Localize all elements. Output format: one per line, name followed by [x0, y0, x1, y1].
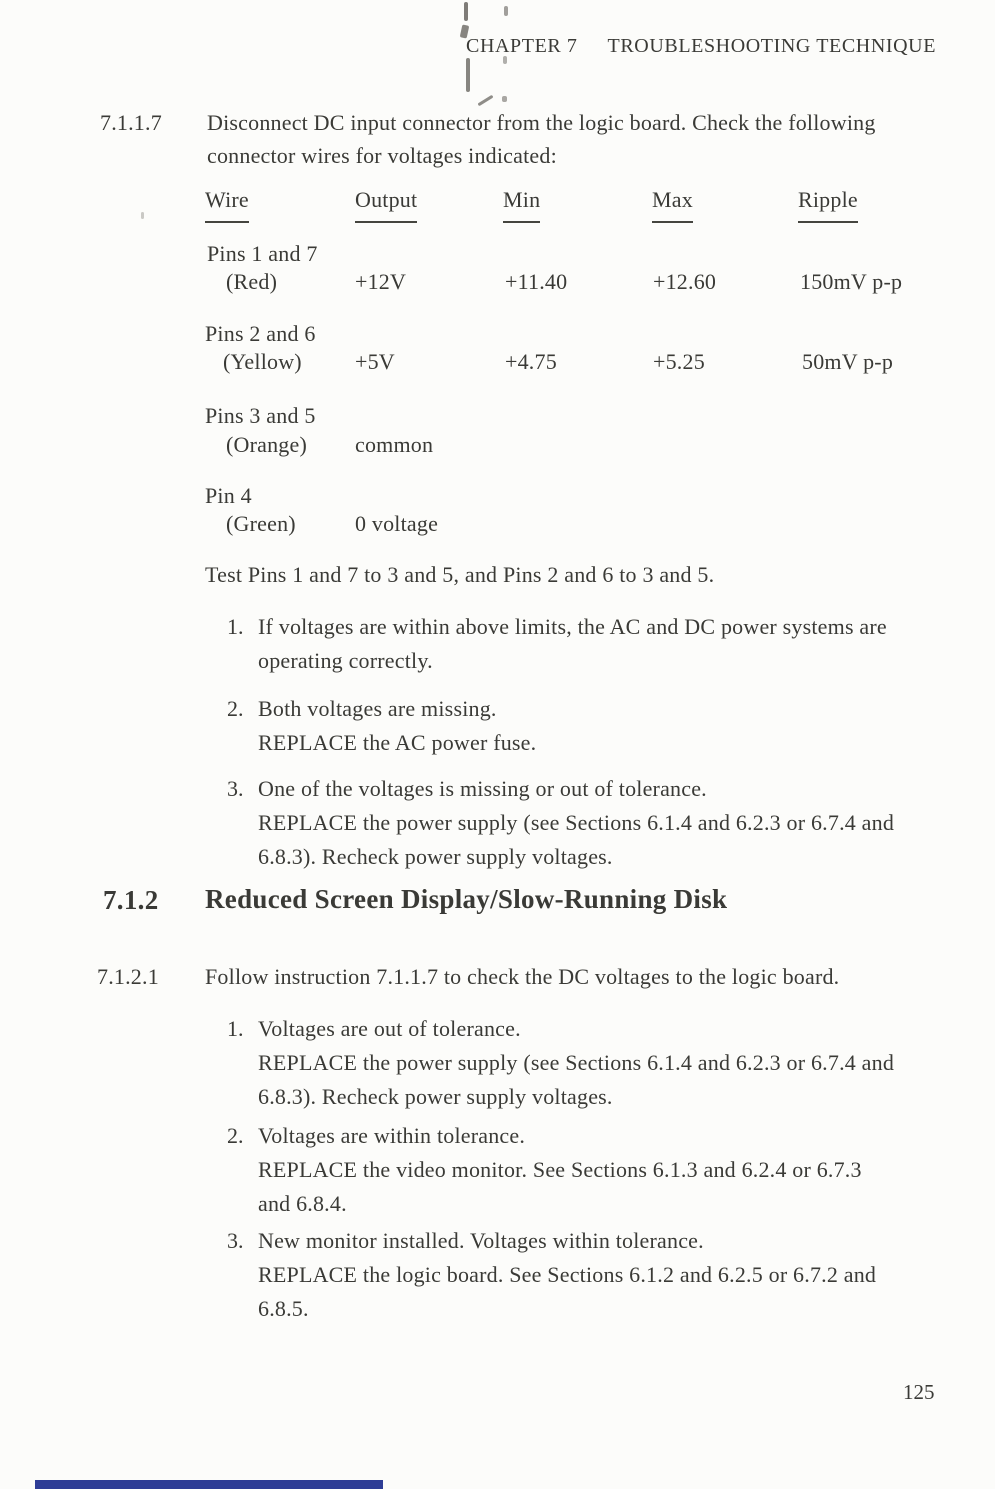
table-row-color: (Yellow): [223, 349, 302, 374]
ink-mark: [466, 58, 470, 92]
list-item: [258, 1224, 876, 1326]
list-item-number: 3.: [227, 1228, 244, 1253]
ink-mark: [464, 2, 468, 21]
chapter-title: TROUBLESHOOTING TECHNIQUE: [607, 35, 937, 57]
list-item-number: 1.: [227, 614, 244, 639]
list-item-line: REPLACE the power supply (see Sections 6.1.4 and 6.2.3 or 6.7.4 and: [258, 1050, 895, 1075]
table-row-min: +4.75: [505, 349, 557, 374]
table-row-max: +12.60: [653, 269, 717, 294]
ink-mark: [141, 212, 144, 219]
list-item-number: 2.: [227, 1123, 244, 1148]
list-item-line: operating correctly.: [258, 648, 433, 673]
section-number-712: 7.1.2: [103, 885, 159, 915]
list-item-line: REPLACE the AC power fuse.: [258, 730, 537, 755]
table-row-color: (Green): [226, 511, 296, 536]
ink-mark: [502, 96, 507, 102]
chapter-label: CHAPTER 7: [466, 35, 578, 57]
table-header-output: Output: [355, 183, 417, 223]
list-item-line: Voltages are out of tolerance.: [258, 1016, 521, 1041]
list-item: [258, 1119, 862, 1221]
list-item-line: 6.8.3). Recheck power supply voltages.: [258, 1084, 613, 1109]
list-item-line: 6.8.3). Recheck power supply voltages.: [258, 844, 613, 869]
table-row-ripple: 150mV p-p: [800, 269, 903, 294]
list-item: [258, 772, 894, 874]
running-header: [466, 35, 936, 58]
table-row-wire: Pins 2 and 6: [205, 321, 316, 346]
section-number-7117: 7.1.1.7: [100, 110, 162, 135]
section-title-712: Reduced Screen Display/Slow-Running Disk: [205, 884, 728, 914]
table-row-output: +5V: [355, 349, 395, 374]
ink-mark: [504, 6, 508, 16]
section-7117-line2: connector wires for voltages indicated:: [207, 143, 557, 168]
table-row-output: +12V: [355, 269, 407, 294]
table-row-wire: Pins 3 and 5: [205, 403, 316, 428]
list-item-number: 2.: [227, 696, 244, 721]
page-number: 125: [903, 1380, 935, 1404]
list-item: [258, 1012, 894, 1114]
table-row-min: +11.40: [505, 269, 568, 294]
list-item-line: Voltages are within tolerance.: [258, 1123, 526, 1148]
footer-color-bar: [35, 1480, 383, 1489]
test-note: Test Pins 1 and 7 to 3 and 5, and Pins 2 and 6 to 3 and 5.: [205, 562, 715, 587]
table-header-min: Min: [503, 183, 540, 223]
table-row-color: (Red): [226, 269, 278, 294]
list-item: [258, 692, 536, 760]
list-item-line: New monitor installed. Voltages within tolerance.: [258, 1228, 704, 1253]
list-item-line: REPLACE the power supply (see Sections 6.1.4 and 6.2.3 or 6.7.4 and: [258, 810, 895, 835]
ink-mark: [477, 95, 493, 107]
table-row-wire: Pin 4: [205, 483, 252, 508]
list-item: [258, 610, 887, 678]
table-header-max: Max: [652, 183, 693, 223]
list-item-number: 3.: [227, 776, 244, 801]
section-number-7121: 7.1.2.1: [97, 964, 159, 989]
list-item-line: REPLACE the video monitor. See Sections 6.1.3 and 6.2.4 or 6.7.3: [258, 1157, 862, 1182]
table-row-output: 0 voltage: [355, 511, 439, 536]
table-row-color: (Orange): [226, 432, 307, 457]
section-7121-text: Follow instruction 7.1.1.7 to check the DC voltages to the logic board.: [205, 964, 840, 989]
list-item-line: If voltages are within above limits, the AC and DC power systems are: [258, 614, 887, 639]
table-row-max: +5.25: [653, 349, 705, 374]
list-item-number: 1.: [227, 1016, 244, 1041]
section-7117-line1: Disconnect DC input connector from the logic board. Check the following: [207, 110, 876, 135]
list-item-line: 6.8.5.: [258, 1296, 309, 1321]
list-item-line: REPLACE the logic board. See Sections 6.1.2 and 6.2.5 or 6.7.2 and: [258, 1262, 877, 1287]
list-item-line: One of the voltages is missing or out of tolerance.: [258, 776, 707, 801]
table-header-wire: Wire: [205, 183, 249, 223]
table-row-output: common: [355, 432, 434, 457]
table-row-wire: Pins 1 and 7: [207, 241, 318, 266]
table-header-ripple: Ripple: [798, 183, 858, 223]
list-item-line: Both voltages are missing.: [258, 696, 497, 721]
table-row-ripple: 50mV p-p: [802, 349, 894, 374]
list-item-line: and 6.8.4.: [258, 1191, 347, 1216]
